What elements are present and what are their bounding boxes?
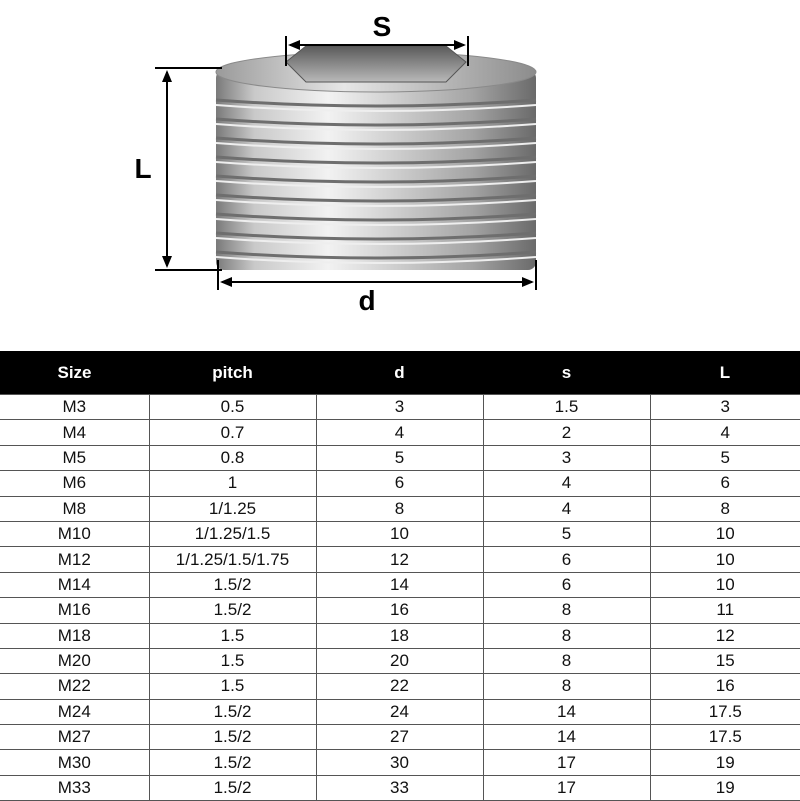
pitch-cell: 1.5 bbox=[149, 674, 316, 699]
table-row bbox=[0, 598, 800, 623]
size-cell: M4 bbox=[0, 420, 149, 445]
d-cell: 3 bbox=[316, 395, 483, 420]
table-row bbox=[0, 750, 800, 775]
header-row bbox=[0, 351, 800, 395]
d-cell: 12 bbox=[316, 547, 483, 572]
L-cell: 5 bbox=[650, 445, 800, 470]
label-d: d bbox=[358, 285, 376, 316]
size-cell: M5 bbox=[0, 445, 149, 470]
s-cell: 14 bbox=[483, 725, 650, 750]
s-cell: 3 bbox=[483, 445, 650, 470]
L-cell: 8 bbox=[650, 496, 800, 521]
table-row bbox=[0, 521, 800, 546]
table-row bbox=[0, 395, 800, 420]
dimension-L bbox=[134, 68, 222, 270]
L-cell: 6 bbox=[650, 471, 800, 496]
d-cell: 24 bbox=[316, 699, 483, 724]
pipe-plug bbox=[216, 46, 536, 270]
d-cell: 8 bbox=[316, 496, 483, 521]
L-cell: 10 bbox=[650, 547, 800, 572]
table-row bbox=[0, 699, 800, 724]
table-row bbox=[0, 547, 800, 572]
d-cell: 16 bbox=[316, 598, 483, 623]
pitch-cell: 1.5/2 bbox=[149, 725, 316, 750]
hex-socket bbox=[286, 46, 466, 82]
s-cell: 8 bbox=[483, 674, 650, 699]
L-cell: 10 bbox=[650, 521, 800, 546]
d-cell: 22 bbox=[316, 674, 483, 699]
L-cell: 19 bbox=[650, 750, 800, 775]
plug-diagram bbox=[0, 0, 800, 345]
d-cell: 14 bbox=[316, 572, 483, 597]
table-row bbox=[0, 420, 800, 445]
table-row bbox=[0, 775, 800, 800]
pitch-cell: 0.7 bbox=[149, 420, 316, 445]
size-cell: M30 bbox=[0, 750, 149, 775]
pitch-cell: 1.5/2 bbox=[149, 572, 316, 597]
pitch-cell: 1.5 bbox=[149, 623, 316, 648]
d-cell: 18 bbox=[316, 623, 483, 648]
s-cell: 8 bbox=[483, 623, 650, 648]
header-pitch: pitch bbox=[149, 351, 316, 395]
label-s: S bbox=[372, 11, 392, 42]
d-cell: 6 bbox=[316, 471, 483, 496]
s-cell: 14 bbox=[483, 699, 650, 724]
pitch-cell: 1.5/2 bbox=[149, 750, 316, 775]
table-body bbox=[0, 395, 800, 801]
pitch-cell: 1.5/2 bbox=[149, 699, 316, 724]
size-cell: M33 bbox=[0, 775, 149, 800]
d-cell: 27 bbox=[316, 725, 483, 750]
pitch-cell: 1.5/2 bbox=[149, 775, 316, 800]
s-cell: 17 bbox=[483, 775, 650, 800]
table-row bbox=[0, 725, 800, 750]
s-cell: 4 bbox=[483, 496, 650, 521]
s-cell: 8 bbox=[483, 648, 650, 673]
d-cell: 20 bbox=[316, 648, 483, 673]
label-L: L bbox=[134, 153, 152, 184]
table-row bbox=[0, 445, 800, 470]
s-cell: 6 bbox=[483, 572, 650, 597]
table-row bbox=[0, 471, 800, 496]
size-cell: M10 bbox=[0, 521, 149, 546]
size-cell: M16 bbox=[0, 598, 149, 623]
size-cell: M3 bbox=[0, 395, 149, 420]
header-s: s bbox=[483, 351, 650, 395]
L-cell: 17.5 bbox=[650, 699, 800, 724]
spec-table bbox=[0, 351, 800, 801]
s-cell: 4 bbox=[483, 471, 650, 496]
s-cell: 17 bbox=[483, 750, 650, 775]
size-cell: M14 bbox=[0, 572, 149, 597]
s-cell: 8 bbox=[483, 598, 650, 623]
d-cell: 5 bbox=[316, 445, 483, 470]
L-cell: 16 bbox=[650, 674, 800, 699]
size-cell: M22 bbox=[0, 674, 149, 699]
size-cell: M6 bbox=[0, 471, 149, 496]
size-cell: M12 bbox=[0, 547, 149, 572]
table-row bbox=[0, 674, 800, 699]
table-row bbox=[0, 623, 800, 648]
d-cell: 33 bbox=[316, 775, 483, 800]
L-cell: 17.5 bbox=[650, 725, 800, 750]
pitch-cell: 0.8 bbox=[149, 445, 316, 470]
pitch-cell: 1/1.25/1.5/1.75 bbox=[149, 547, 316, 572]
L-cell: 15 bbox=[650, 648, 800, 673]
pitch-cell: 1/1.25/1.5 bbox=[149, 521, 316, 546]
size-cell: M27 bbox=[0, 725, 149, 750]
header-d: d bbox=[316, 351, 483, 395]
header-size: Size bbox=[0, 351, 149, 395]
s-cell: 2 bbox=[483, 420, 650, 445]
s-cell: 5 bbox=[483, 521, 650, 546]
L-cell: 3 bbox=[650, 395, 800, 420]
table-row bbox=[0, 572, 800, 597]
pitch-cell: 1.5/2 bbox=[149, 598, 316, 623]
d-cell: 30 bbox=[316, 750, 483, 775]
size-cell: M8 bbox=[0, 496, 149, 521]
L-cell: 10 bbox=[650, 572, 800, 597]
L-cell: 19 bbox=[650, 775, 800, 800]
size-cell: M20 bbox=[0, 648, 149, 673]
L-cell: 12 bbox=[650, 623, 800, 648]
L-cell: 11 bbox=[650, 598, 800, 623]
d-cell: 10 bbox=[316, 521, 483, 546]
d-cell: 4 bbox=[316, 420, 483, 445]
header-L: L bbox=[650, 351, 800, 395]
table-row bbox=[0, 496, 800, 521]
pitch-cell: 0.5 bbox=[149, 395, 316, 420]
pitch-cell: 1 bbox=[149, 471, 316, 496]
L-cell: 4 bbox=[650, 420, 800, 445]
s-cell: 1.5 bbox=[483, 395, 650, 420]
size-cell: M24 bbox=[0, 699, 149, 724]
s-cell: 6 bbox=[483, 547, 650, 572]
size-cell: M18 bbox=[0, 623, 149, 648]
pitch-cell: 1/1.25 bbox=[149, 496, 316, 521]
pitch-cell: 1.5 bbox=[149, 648, 316, 673]
table-row bbox=[0, 648, 800, 673]
